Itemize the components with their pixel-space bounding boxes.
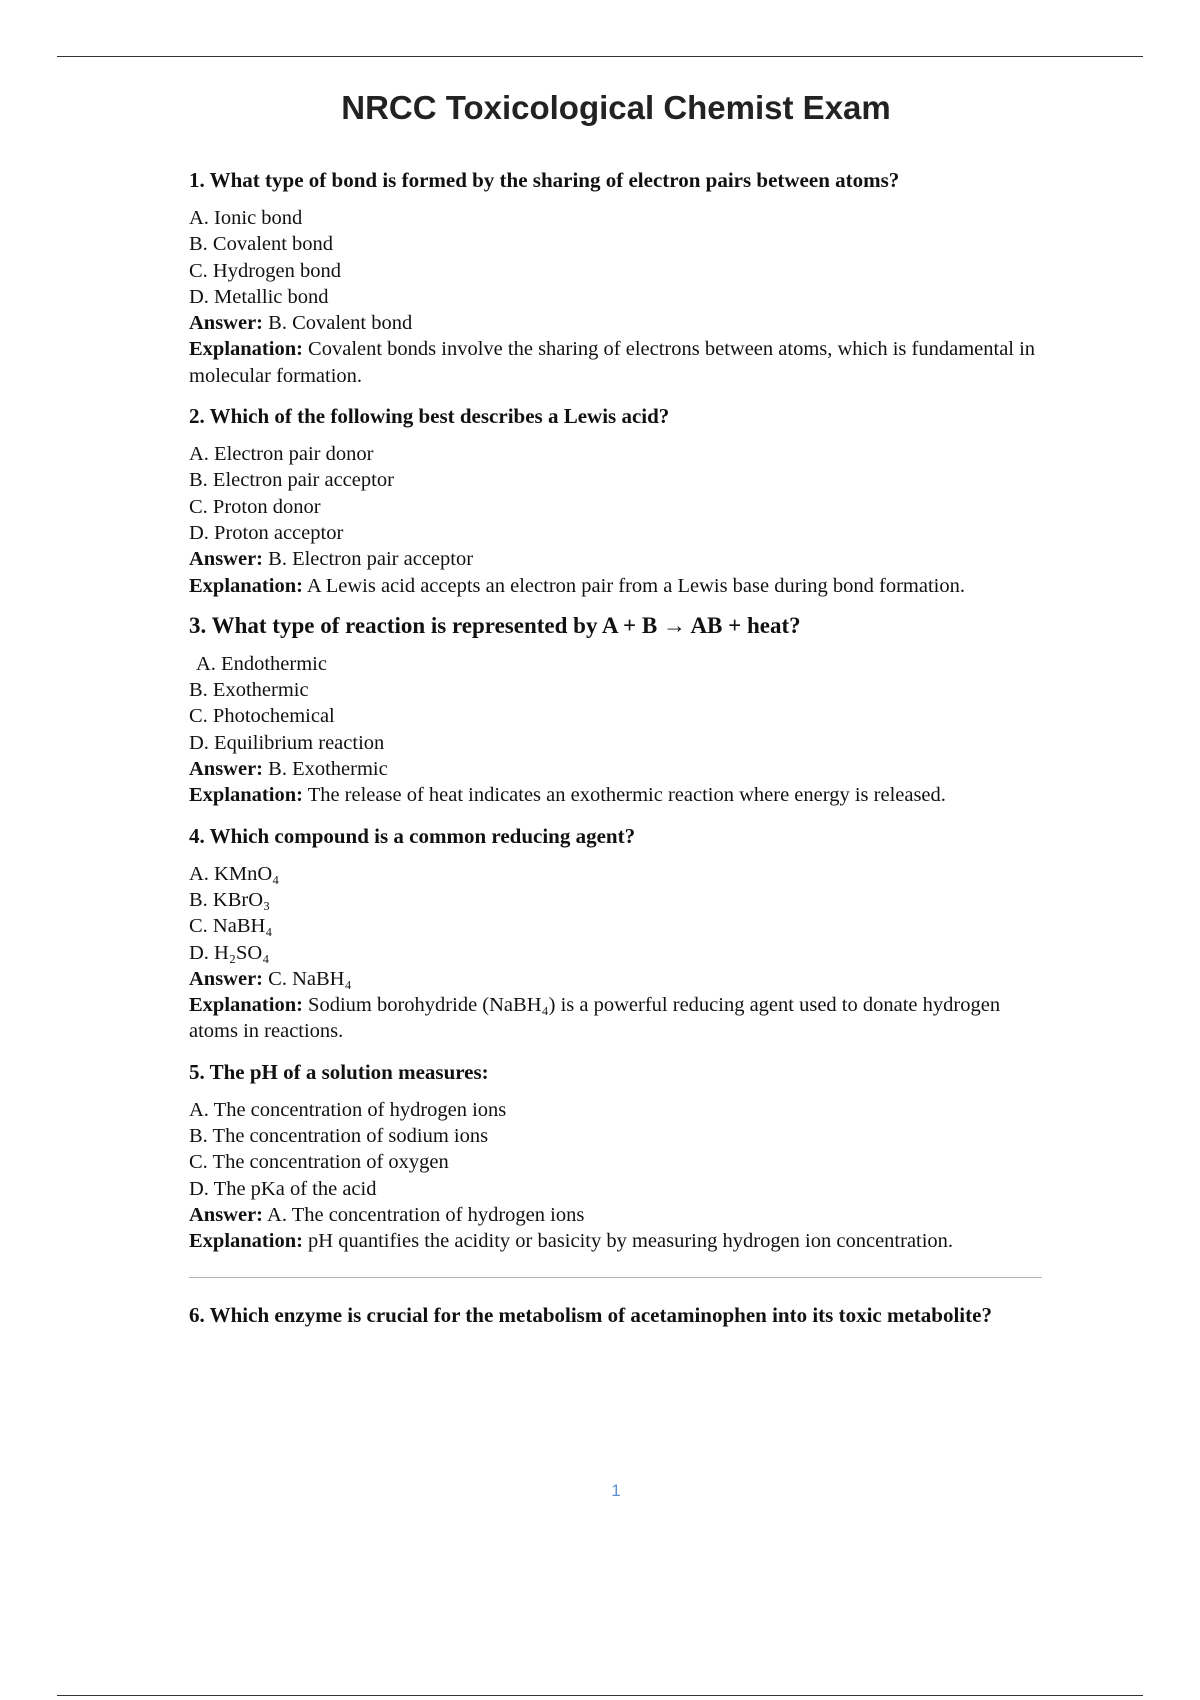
option-c: C. Hydrogen bond <box>189 259 342 282</box>
answer-label: Answer: <box>189 967 264 990</box>
question-1 <box>189 167 1049 389</box>
answer-line <box>189 310 1049 336</box>
option-b: B. Covalent bond <box>189 233 334 256</box>
answer-value: A. The concentration of hydrogen ions <box>267 1203 585 1226</box>
question-6 <box>189 1302 1049 1328</box>
question-list <box>189 167 1049 1340</box>
answer-label: Answer: <box>189 548 264 571</box>
question-text: 4. Which compound is a common reducing agent? <box>189 823 636 848</box>
page-title: NRCC Toxicological Chemist Exam <box>341 89 891 127</box>
option-d: D. Equilibrium reaction <box>189 731 385 754</box>
question-3 <box>189 613 1049 809</box>
question-text: 5. The pH of a solution measures: <box>189 1059 489 1084</box>
answer-value: C. NaBH₄ <box>268 967 352 990</box>
explanation-line <box>189 992 1049 1045</box>
option-b: B. The concentration of sodium ions <box>189 1125 489 1148</box>
question-text: 1. What type of bond is formed by the sharing of electron pairs between atoms? <box>189 168 900 192</box>
answer-value: B. Exothermic <box>268 758 388 781</box>
option-a: A. Ionic bond <box>189 207 303 229</box>
explanation-label: Explanation: <box>189 1230 303 1253</box>
answer-label: Answer: <box>189 312 264 335</box>
answer-line <box>189 966 1049 992</box>
question-text: 6. Which enzyme is crucial for the metabolism of acetaminophen into its toxic metabolite? <box>189 1302 992 1327</box>
option-c: C. Photochemical <box>189 705 335 728</box>
question-text: 3. What type of reaction is represented by A + B → AB + heat? <box>189 612 801 638</box>
option-d: D. Metallic bond <box>189 285 329 308</box>
section-divider <box>189 1277 1042 1278</box>
option-c: C. Proton donor <box>189 495 321 518</box>
answer-label: Answer: <box>189 758 264 781</box>
question-4 <box>189 823 1049 1045</box>
question-2 <box>189 403 1049 599</box>
option-d: D. Proton acceptor <box>189 521 344 544</box>
explanation-line <box>189 1228 1049 1254</box>
explanation-value: Covalent bonds involve the sharing of electrons between atoms, which is fundamental in molecular formation. <box>189 338 1036 387</box>
bottom-rule <box>57 1695 1143 1696</box>
explanation-value: pH quantifies the acidity or basicity by measuring hydrogen ion concentration. <box>308 1230 954 1253</box>
answer-value: B. Covalent bond <box>268 312 413 335</box>
answer-value: B. Electron pair acceptor <box>268 548 474 571</box>
explanation-line <box>189 782 1049 808</box>
answer-line <box>189 546 1049 572</box>
option-a: A. The concentration of hydrogen ions <box>189 1098 507 1121</box>
page-number: 1 <box>611 1481 621 1500</box>
answer-line <box>189 1202 1049 1228</box>
explanation-label: Explanation: <box>189 994 303 1017</box>
option-d: D. H₂SO₄ <box>189 941 270 964</box>
explanation-value: Sodium borohydride (NaBH₄) is a powerful reducing agent used to donate hydrogen atoms in reactions. <box>189 994 1001 1043</box>
explanation-label: Explanation: <box>189 574 303 597</box>
option-b: B. KBrO₃ <box>189 888 271 911</box>
option-c: C. NaBH₄ <box>189 915 273 938</box>
option-c: C. The concentration of oxygen <box>189 1151 449 1174</box>
question-text: 2. Which of the following best describes a Lewis acid? <box>189 404 670 429</box>
option-a: A. Endothermic <box>196 652 327 675</box>
explanation-value: The release of heat indicates an exothermic reaction where energy is released. <box>307 784 946 807</box>
top-rule <box>57 56 1143 57</box>
answer-label: Answer: <box>189 1203 264 1226</box>
option-d: D. The pKa of the acid <box>189 1177 377 1200</box>
explanation-value: A Lewis acid accepts an electron pair from a Lewis base during bond formation. <box>306 574 965 597</box>
explanation-line <box>189 573 1049 599</box>
explanation-label: Explanation: <box>189 338 303 361</box>
option-a: A. Electron pair donor <box>189 443 374 466</box>
explanation-line <box>189 336 1049 389</box>
answer-line <box>189 756 1049 782</box>
explanation-label: Explanation: <box>189 784 303 807</box>
option-a: A. KMnO₄ <box>189 862 280 885</box>
option-b: B. Exothermic <box>189 679 309 702</box>
option-b: B. Electron pair acceptor <box>189 469 394 492</box>
question-5 <box>189 1059 1049 1255</box>
